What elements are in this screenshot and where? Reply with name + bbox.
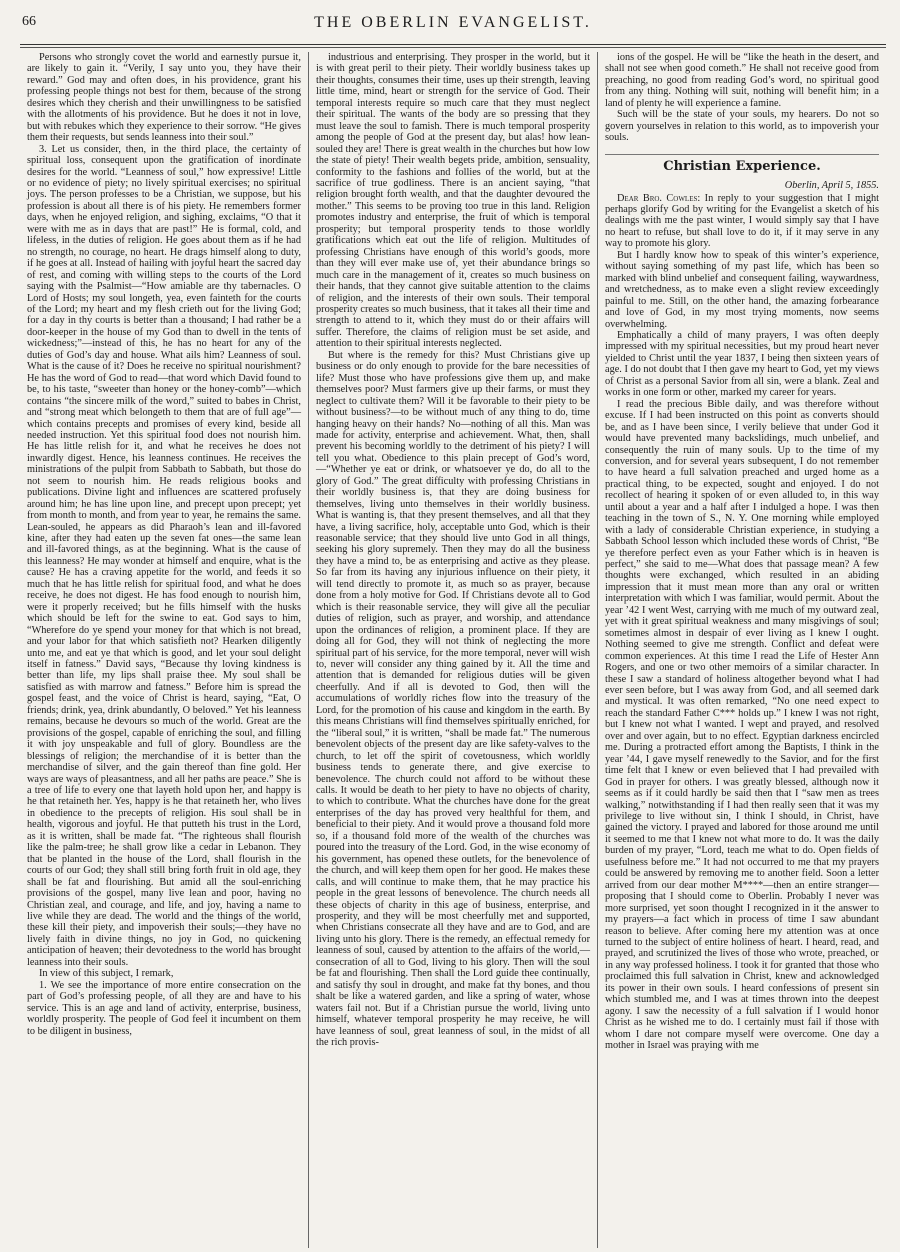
masthead	[20, 10, 886, 45]
column-2	[308, 52, 597, 1248]
column-3	[597, 52, 886, 1248]
section-title: Christian Experience.	[605, 154, 879, 172]
paragraph: I read the precious Bible daily, and was therefore without excuse. If I had been instructed on this point as converts should be, and as I have been since, I verily believe that under God it would have prevented many backslidings, much unbelief, and consequently the ruin of many souls. Up to the time of my conversion, and for several years subsequent, I do not remember to have heard a full salvation preached and urged home as a practical thing, to be expected, sought and enjoyed. I do not recollect of hearing it spoken of or even alluded to, in this way until about a year and a half after I indulged a hope. I was then teaching in the town of S., N. Y. One morning while employed with a lady of considerable Christian experience, in studying a Sabbath School lesson which included these words of Christ, “Be ye therefore perfect even as your Father which is in heaven is perfect,” she said to me—What does that passage mean? A few thoughts were exchanged, which resulted in an abiding impression that it must mean more than any oral or written interpretation with which I was familiar, would permit. About the year ’42 I went West, carrying with me much of my outward zeal, yet with it great spiritual weakness and many misgivings of soul; sometimes almost in despair of ever living as I knew I ought. Nothing seemed to give me strength. Conflict and defeat were common experiences. At this time I read the Life of Hester Ann Rogers, and one or two other memoirs of a similar character. In these I saw a standard of holiness altogether beyond what I had ever seen before, but I was away from God, and all seemed dark and mystical. It was often remarked, “No one need expect to reach the standard Father C*** holds up.” I knew I was not right, but I knew not what I wanted. I wept and prayed, and resolved over and over again, but to no effect. Egyptian darkness encircled me. During a protracted effort among the Baptists, I think in the year ’44, I gave myself renewedly to the Savior, and for the first time felt that I knew or even believed that I had prevailed with God in prayer for others. I was greatly blessed, although now it seems as if it could hardly be said then that I “saw men as trees walking,” notwithstanding if I had then really seen that it was my privilege to live without sin, I think I should, in Christ, have gained the victory. I prayed and labored for those around me until it seemed to me that I knew not what more to do. It was the daily burden of my prayer, “Lord, teach me what to do. Open fields of usefulness before me.” It had not occurred to me that my prayers could be answered by removing me to another field. Soon a letter arrived from our dear mother M****—then an entire stranger—proposing that I should come to Oberlin. Probably I never was more surprised, yet soon thought I recognized in it the answer to my prayers—a fact which in process of time I saw abundant reason to believe. After coming here my attention was at once turned to the subject of entire holiness of heart. I heard, read, and prayed, and scrutinized the lives of those who wrote, preached, or in any way professed holiness. I took it for granted that those who proclaimed this full salvation in Christ, knew and acknowledged its power in their own souls. I heard confessions of present sin which stumbled me, and I was at times thrown into the deepest agony. I saw the necessity of a full salvation if I would honor Christ as he wished me to do. I certainly must fail if those with whom I dare not compare myself were overcome. One day a mother in Israel was praying with me	[605, 398, 879, 1052]
paragraph: Such will be the state of your souls, my hearers. Do not so govern yourselves in relation to this world, as to impoverish your souls.	[605, 109, 879, 144]
paragraph: 1. We see the importance of more entire consecration on the part of God’s professing people, of all they are and have to his service. This is an age and land of activity, enterprise, business, worldly prosperity. The people of God feel it incumbent on them to be diligent in business,	[27, 979, 301, 1037]
page-number: 66	[22, 14, 36, 29]
paragraph: industrious and enterprising. They prosper in the world, but it is with great peril to their piety. Their worldly business takes up their thoughts, consumes their time, uses up their strength, leaving little time, mind, heart or strength for the service of God. Their temporal interests require so much care that they must neglect their spiritual. The wants of the body are so pressing that they must leave the soul to famish. There is much temporal prosperity among the people of God at the present day, but alas! how lean-souled they are! There is great wealth in the churches but how low the state of piety! Their wealth begets pride, ambition, sensuality, conformity to the fashions and follies of the world, but at the sacrifice of true godliness. There is an ancient saying, “that religion brought forth wealth, and that the daughter devoured the mother.” This seems to be proving too true in this land. Religion promotes industry and enterprise, the fruit of which is temporal prosperity; but temporal prosperity tends to those worldly gratifications which eat out the life of religion. Multitudes of professing Christians have enough of this world’s goods, more than they will ever make use of, yet their abundance brings so much care in the management of it, creates so much business on their hands, that they cannot give suitable attention to the claims of religion, and the interests of their own souls. Their temporal prosperity creates so much business, that it takes all their time and strength to attend to it, which they must do or their affairs will suffer. Therefore, the claims of religion must be set aside, and attention to their spiritual interests neglected.	[316, 52, 590, 350]
paragraph: Persons who strongly covet the world and earnestly pursue it, are likely to gain it. “Verily, I say unto you, they have their reward.” God may and often does, in his providence, grant his professing people things not best for them, because of the strong desires which they cherish and their unwillingness to be satisfied with the allotments of his providence. But he does it not in love, but with rebukes which they experience to their sorrow. “He gives them their requests, but sends leanness into their soul.”	[27, 52, 301, 144]
publication-title: THE OBERLIN EVANGELIST.	[314, 14, 592, 31]
paragraph: ions of the gospel. He will be “like the heath in the desert, and shall not see when good cometh.” He shall not receive good from preaching, no good from reading God’s word, no spiritual good from any thing. Nothing will suit, nothing will benefit him; in a land of plenty he will experience a famine.	[605, 52, 879, 109]
paragraph: 3. Let us consider, then, in the third place, the certainty of spiritual loss, consequent upon the gratification of inordinate desires for the world. “Leanness of soul,” how expressive! Little or no evidence of piety; no lively spiritual exercises; no spiritual joys. The person professes to be a Christian, we suppose, but his profession is about all there is of his piety. He remembers former days, when he enjoyed religion, and sighing, exclaims, “O that it were with me as in days that are past!” He is formal, cold, and lifeless, in the duties of religion. He goes about them as if he had no strength, no courage, no heart. He drags himself along to duty, if he goes at all. Instead of hailing with joyful heart the sacred day of rest, and coming with willing steps to the courts of the Lord saying with the Psalmist—“How amiable are thy tabernacles. O Lord of Hosts; my soul longeth, yea, even fainteth for the courts of the Lord; my heart and my flesh crieth out for the living God; for a day in thy courts is better than a thousand; I had rather be a door-keeper in the house of my God than to dwell in the tents of wickedness;”—instead of this, he has no heart for any of the duties of God’s day and house. What ails him? Leanness of soul. What is the cause of it? Does he receive no spiritual nourishment? He has the word of God to read—that word which David found to be, to his taste, “sweeter than honey or the honey-comb”—which contains “the sincere milk of the word,” suited to babes in Christ, and “strong meat which belongeth to them that are of full age”—which contains precepts and promises of every kind, beside all needed instruction. Yet this spiritual food does not nourish him. He has little relish for it, and what he receives he does not inwardly digest. Hence, his leanness continues. He receives the ministrations of the pulpit from Sabbath to Sabbath, but those do not seem to nourish him. He reads religious books and publications. Divine light and influences are scattered profusely around him; he has line upon line, and precept upon precept; yet from month to month, and from year to year, he remains the same. Lean-souled, he appears as did Pharaoh’s lean and ill-favored kine, after they had eaten up the seven fat ones—the same lean and ill-favored things, as at the beginning. What is the cause of this leanness? He may wonder at himself and enquire, what is the cause? He has a craving appetite for the world, and feeds it so much that he has little relish for spiritual food, and what he does receive, he does not digest. He has food enough to nourish him, were it properly received; but he fills himself with the husks which should be left for the swine to eat. God says to him, “Wherefore do ye spend your money for that which is not bread, and your labor for that which satisfieth not? Hearken diligently unto me, and eat ye that which is good, and let your soul delight itself in fatness.” David says, “Because thy loving kindness is better than life, my lips shall praise thee. My soul shall be satisfied as with marrow and fatness.” Before him is spread the gospel feast, and the voice of Christ is heard, saying, “Eat, O friends; drink, yea, drink abundantly, O beloved.” Yet his leanness remains, because he devours so much of the world. Great are the provisions of the gospel, capable of enriching the soul, and filling it with joy unspeakable and full of glory. Boundless are the blessings of religion; the merchandise of it is better than the merchandise of silver, and the gain thereof than fine gold. Her ways are ways of pleasantness, and all her paths are peace.” She is a tree of life to every one that layeth hold upon her, and happy is he that retaineth her. Yes, happy is he that retaineth her, who lives in obedience to the precepts of religion. His soul shall be in health, vigorous and joyful. He that putteth his trust in the Lord, as it is written, shall be made fat. “The righteous shall flourish like the palm-tree; he shall grow like a cedar in Lebanon. They that be planted in the house of the Lord, shall flourish in the courts of our God; they shall still bring forth fruit in old age, they shall be fat and flourishing. But amid all the soul-enriching provisions of the gospel, many live lean and poor, having no Christian zeal, and courage, and life, and joy, having a name to live while they are dead. The world and the things of the world, these kill their piety, and impoverish their souls;—they have no lively faith in divine things, no joy in God, no quickening anticipation of heaven; their devotedness to the world has brought leanness into their souls.	[27, 143, 301, 968]
text-columns	[20, 52, 886, 1248]
paragraph: Emphatically a child of many prayers, I was often deeply impressed with my spiritual necessities, but my proud heart never yielded to Christ until the year 1837, I being then sixteen years of age. I do not doubt that I then gave my heart to God, yet my views of Christ as a personal Savior from all sin, were a blank. Zeal and works in one form or other, marked my career for years.	[605, 329, 879, 399]
paragraph: But I hardly know how to speak of this winter’s experience, without saying something of my past life, which has been so marked with blind unbelief and consequent failing, waywardness, and wretchedness, as to make even a slight review exceedingly painful to me. Still, on the other hand, the amazing forbearance and love of God, in my most trying moments, now seems overwhelming.	[605, 249, 879, 330]
column-1	[20, 52, 308, 1248]
letter-opening	[605, 193, 879, 250]
paragraph: But where is the remedy for this? Must Christians give up business or do only enough to provide for the bare necessities of life? Must those who have professions give them up, and make themselves poor? Must farmers give up their farms, or must they neglect to cultivate them? Will it be favorable to their piety to be without business?—to be without much of any thing to do, time hanging heavy on their hands? No—nothing of all this. Man was made for activity, enterprise and achievement. What, then, shall prevent his becoming worldly to the detriment of his piety? I will tell you what. Obedience to this plain precept of God’s word,—“Whether ye eat or drink, or whatsoever ye do, do all to the glory of God.” The great difficulty with professing Christians in their worldly business is, that they are doing business for themselves, living unto themselves in their worldly business. What is wanting is, that they present themselves, and all that they have, a living sacrifice, holy, acceptable unto God, which is their reasonable service; that they should live unto God in all things, seeking his glory supremely. Then they may do all the business they have a mind to, be as enterprising and active as they please. So far from its having any injurious influence on their piety, it will tend directly to promote it, as much so as prayer, because done from a holy motive for God. If Christians devote all to God which is their reasonable service, they will give all the peculiar duties of religion, such as prayer, and worship, and attendance upon the ordinances of religion, a prominent place. If they are doing all for God, they will not think of neglecting the more spiritual part of his service, for the more temporal, never will wish to, never will consider any thing gained by it. All the time and attention that is demanded for religious duties will be given cheerfully. And if all is devoted to God, then will the accumulations of worldly riches flow into the treasury of the Lord, for the promotion of his cause and kingdom in the earth. By this means Christians will find themselves spiritually enriched, for the “liberal soul,” it is written, “shall be made fat.” The numerous benevolent objects of the present day are like safety-valves to the church, to let off the spirit of covetousness, which worldly business tends to generate there, and give exercise to benevolence. The church could not afford to be without these calls. It would be death to her piety to have no objects of charity, to which to contribute. What the churches have done for the great enterprises of the day has proved very healthful for them, and beneficial to their piety. And it would prove a thousand fold more so, if a thousand fold more of the wealth of the churches was poured into the treasury of the Lord. God, in the wise economy of his government, has opened these outlets, for the benevolence of the church, and will keep them open for her good. He makes these calls, and will continue to make them, that he may practice his people in the great lessons of benevolence. The church needs all these objects of charity in this age of business, enterprise, and prosperity, and they will be most cheerfully met and supported, when Christians consecrate all they have and are to God, and are living unto his glory. There is the remedy, an effectual remedy for leanness of soul, caused by attention to the affairs of the world,—consecration of all to God, living to his glory. Then will the soul be fat and flourishing. Then shall the Lord guide thee continually, and satisfy thy soul in drought, and make fat thy bones, and thou shalt be like a watered garden, and like a spring of water, whose waters fail not. But if a Christian pursue the world, living unto himself, whatever temporal prosperity he may receive, he will have leanness of soul, great leanness of soul, in the midst of all the rich provis-	[316, 349, 590, 1048]
paragraph: In reply to your suggestion that I might perhaps glorify God by writing for the Evangelist a sketch of his dealings with me the past winter, I would simply say that I have no heart to refuse, but shall love to do it, if it may serve in any way to promote his glory.	[605, 192, 879, 250]
dateline: Oberlin, April 5, 1855.	[784, 180, 879, 192]
masthead-double-rule	[20, 45, 886, 48]
salutation: Dear Bro. Cowles:	[617, 192, 701, 204]
paragraph: In view of this subject, I remark,	[39, 968, 174, 980]
